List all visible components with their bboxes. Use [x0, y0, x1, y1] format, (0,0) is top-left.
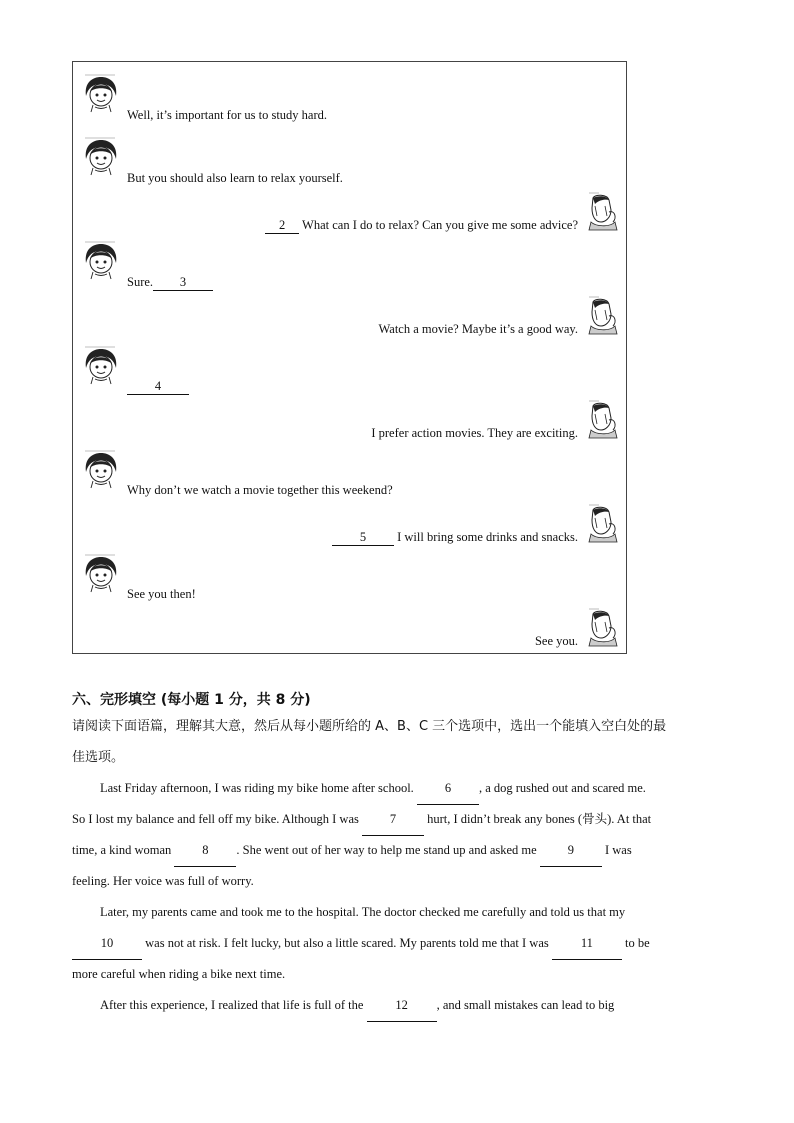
boy-avatar-icon	[585, 192, 621, 232]
boy-avatar-icon	[585, 608, 621, 648]
blank-7[interactable]: 7	[362, 804, 424, 836]
dialogue-line-7: I prefer action movies. They are exciting.	[371, 426, 578, 440]
blank-6[interactable]: 6	[417, 773, 479, 805]
section-instruction-line-1: 请阅读下面语篇，理解其大意，然后从每小题所给的 A、B、C 三个选项中，选出一个能填入空白处的最	[72, 719, 667, 734]
dialogue-box	[72, 61, 627, 654]
cloze-passage	[72, 773, 717, 1033]
dialogue-line-3: 2 What can I do to relax? Can you give me some advice?	[265, 217, 578, 234]
dialogue-line-9: 5 I will bring some drinks and snacks.	[332, 529, 578, 546]
girl-avatar-icon	[81, 74, 121, 114]
section-title: 六、完形填空 (每小题 1 分，共 8 分)	[72, 692, 311, 708]
girl-avatar-icon	[81, 137, 121, 177]
dialogue-line-11: See you.	[534, 634, 578, 648]
boy-avatar-icon	[585, 504, 621, 544]
section-instruction-line-2: 佳选项。	[72, 750, 125, 765]
passage-line: 10 was not at risk. I felt lucky, but also a little scared. My parents told me that I was 11 to be	[72, 928, 650, 960]
girl-avatar-icon	[81, 241, 121, 281]
passage-line: After this experience, I realized that life is full of the 12 , and small mistakes can lead to big	[100, 990, 614, 1022]
passage-line: Last Friday afternoon, I was riding my bike home after school. 6 , a dog rushed out and scared me.	[100, 773, 646, 805]
passage-line: So I lost my balance and fell off my bike. Although I was 7 hurt, I didn’t break any bones (骨头). At that	[72, 804, 651, 836]
dialogue-line-8: Why don’t we watch a movie together this weekend?	[127, 483, 393, 497]
dialogue-line-1: Well, it’s important for us to study hard.	[127, 108, 328, 122]
boy-avatar-icon	[585, 296, 621, 336]
passage-line: feeling. Her voice was full of worry.	[72, 874, 254, 888]
girl-avatar-icon	[81, 450, 121, 490]
dialogue-line-10: See you then!	[127, 587, 196, 601]
blank-5[interactable]: 5	[332, 529, 394, 546]
passage-line: time, a kind woman 8 . She went out of her way to help me stand up and asked me 9 I was	[72, 835, 632, 867]
blank-2[interactable]: 2	[265, 217, 299, 234]
passage-line: more careful when riding a bike next time.	[72, 967, 286, 981]
dialogue-line-2: But you should also learn to relax yourself.	[127, 171, 343, 185]
blank-9[interactable]: 9	[540, 835, 602, 867]
blank-3[interactable]: 3	[153, 274, 213, 291]
dialogue-line-6	[127, 378, 189, 395]
boy-avatar-icon	[585, 400, 621, 440]
blank-4[interactable]: 4	[127, 378, 189, 395]
girl-avatar-icon	[81, 346, 121, 386]
blank-12[interactable]: 12	[367, 990, 437, 1022]
dialogue-line-5: Watch a movie? Maybe it’s a good way.	[378, 322, 578, 336]
girl-avatar-icon	[81, 554, 121, 594]
blank-11[interactable]: 11	[552, 928, 622, 960]
blank-8[interactable]: 8	[174, 835, 236, 867]
passage-line: Later, my parents came and took me to the hospital. The doctor checked me carefully and told us that my	[100, 905, 626, 919]
blank-10[interactable]: 10	[72, 928, 142, 960]
dialogue-line-4: Sure. 3	[127, 274, 213, 291]
